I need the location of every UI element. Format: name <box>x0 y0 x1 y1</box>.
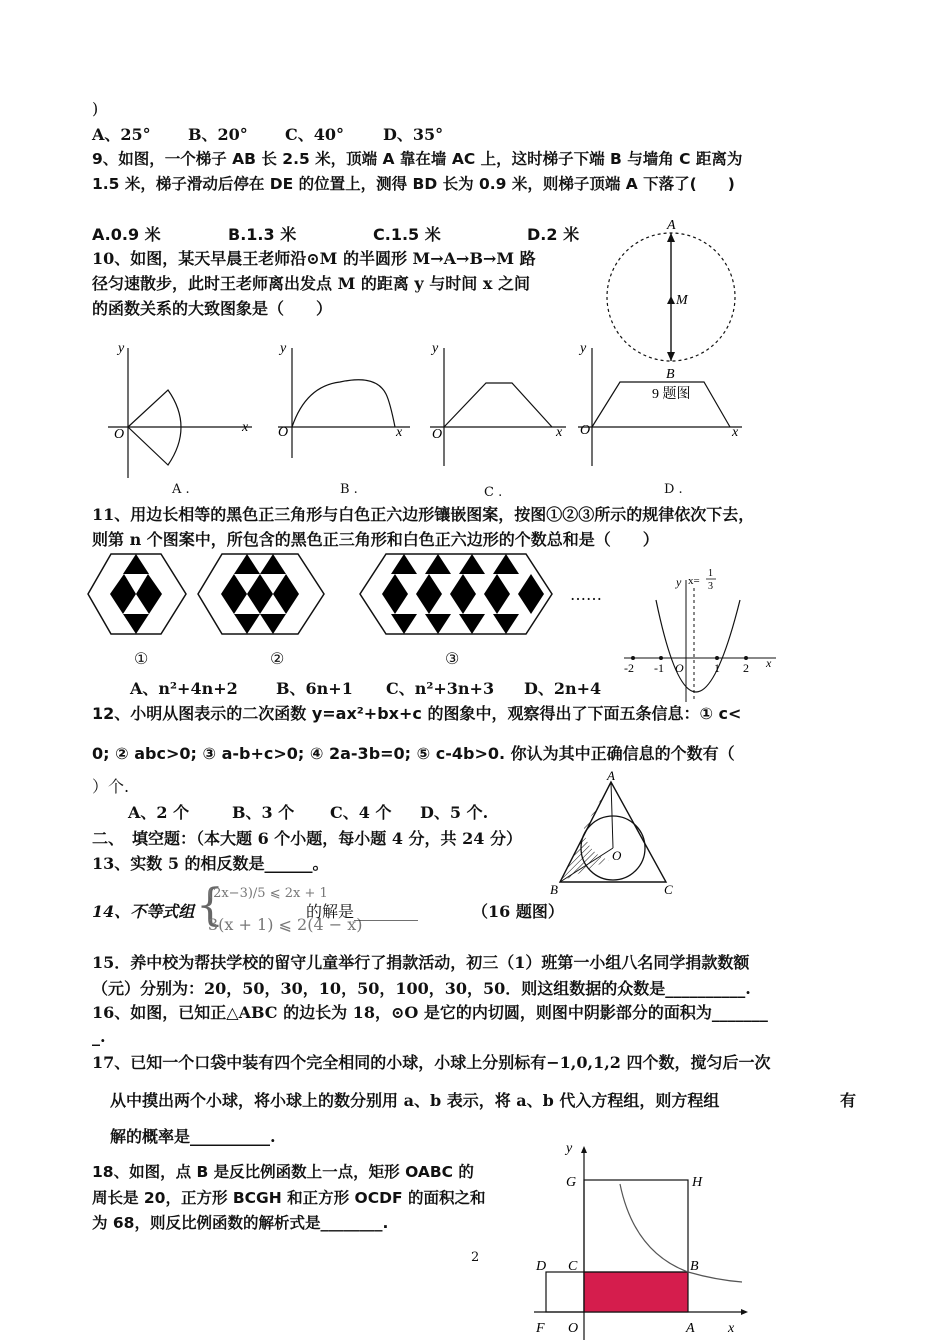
parabola-curve <box>656 600 740 692</box>
point-1 <box>715 656 719 660</box>
tick-neg1: -1 <box>654 661 664 675</box>
ellipsis-dots: …… <box>570 585 602 604</box>
q18-line1: 18、如图，点 B 是反比例函数上一点，矩形 OABC 的 <box>92 1163 474 1181</box>
rectangle-oabc <box>584 1272 688 1312</box>
q10-line3: 的函数关系的大致图象是（ ） <box>92 299 333 318</box>
figure-label-3: ③ <box>445 649 460 668</box>
black-triangle <box>234 554 260 574</box>
graph-a <box>100 338 260 488</box>
black-triangle <box>493 554 519 574</box>
black-triangle <box>382 574 408 594</box>
q16-line2: _. <box>92 1027 106 1046</box>
black-triangle <box>136 574 162 594</box>
arrow-head-middle <box>667 296 675 304</box>
q12-line3: ）个. <box>92 777 130 796</box>
q11-line1: 11、用边长相等的黑色正三角形与白色正六边形镶嵌图案，按图①②③所示的规律依次下去， <box>92 505 755 524</box>
figure-16-caption: （16 题图） <box>472 902 564 921</box>
black-triangle <box>450 594 476 614</box>
graph-c-caption: C . <box>484 485 503 500</box>
graph-c <box>424 338 574 488</box>
black-triangle <box>416 574 442 594</box>
q15-line2: （元）分别为：20，50，30，10，50，100，30，50．则这组数据的众数是__________. <box>92 979 751 998</box>
q14-prefix: 14、不等式组 <box>92 902 195 921</box>
black-triangle <box>221 574 247 594</box>
q9-option-a: A.0.9 米 <box>92 225 161 244</box>
black-triangle <box>391 554 417 574</box>
x-label: x <box>396 425 403 440</box>
label-f: F <box>536 1321 545 1336</box>
label-b: B <box>666 367 675 382</box>
q8-option-b: B、20° <box>188 125 248 144</box>
square-bcgh <box>584 1180 688 1272</box>
label-x: x <box>728 1321 735 1336</box>
origin-label: O <box>580 423 591 438</box>
black-triangle <box>247 594 273 614</box>
black-triangle <box>273 574 299 594</box>
q17-line3: 解的概率是__________. <box>110 1127 276 1146</box>
black-triangle <box>416 594 442 614</box>
q17-line2-tail: 有 <box>840 1091 857 1110</box>
black-triangle <box>123 614 149 634</box>
black-triangle <box>136 594 162 614</box>
q9-option-c: C.1.5 米 <box>373 225 441 244</box>
q16-line1: 16、如图，已知正△ABC 的边长为 18，⊙O 是它的内切圆，则图中阴影部分的面积为_______ <box>92 1003 768 1022</box>
black-triangle <box>382 594 408 614</box>
black-triangle <box>425 554 451 574</box>
point-neg2 <box>631 656 635 660</box>
arrow-head-top <box>667 233 675 242</box>
pattern-3 <box>360 554 552 634</box>
q8-option-a: A、25° <box>92 125 151 144</box>
q18-line3: 为 68，则反比例函数的解析式是________. <box>92 1214 389 1232</box>
q8-tail: ) <box>92 99 99 118</box>
black-triangle <box>123 554 149 574</box>
tick-neg2: -2 <box>624 661 634 675</box>
label-h: H <box>692 1175 703 1190</box>
tessellation-figures <box>86 552 606 642</box>
black-triangle <box>110 574 136 594</box>
black-triangle <box>247 574 273 594</box>
q12-option-a: A、2 个 <box>128 803 190 822</box>
black-triangle <box>459 614 485 634</box>
q11-line2: 则第 n 个图案中，所包含的黑色正三角形和白色正六边形的个数总和是（ ） <box>92 530 659 549</box>
q12-option-c: C、4 个 <box>330 803 392 822</box>
black-triangle <box>273 594 299 614</box>
label-a: A <box>686 1321 695 1336</box>
pattern-1 <box>88 554 186 634</box>
q17-line2: 从中摸出两个小球，将小球上的数分别用 a、b 表示，将 a、b 代入方程组，则方程组 <box>110 1091 720 1110</box>
inverse-function-figure <box>530 1140 760 1344</box>
label-d: D <box>536 1259 547 1274</box>
black-triangle <box>234 614 260 634</box>
y-label: y <box>118 341 125 356</box>
label-c: C <box>568 1259 578 1274</box>
q9-option-b: B.1.3 米 <box>228 225 297 244</box>
point-2 <box>744 656 748 660</box>
tick-1: 1 <box>714 661 720 675</box>
q12-line1: 12、小明从图表示的二次函数 y=ax²+bx+c 的图象中，观察得出了下面五条信息：① c< <box>92 704 742 723</box>
y-label: y <box>676 575 682 589</box>
symmetry-label: x= <box>688 575 700 587</box>
origin-label: O <box>432 427 443 442</box>
label-b: B <box>690 1259 699 1274</box>
graph-a-caption: A . <box>172 482 190 497</box>
y-label: y <box>432 341 439 356</box>
y-label: y <box>280 341 287 356</box>
black-triangle <box>484 594 510 614</box>
figure-label-1: ① <box>134 649 149 668</box>
graph-d <box>572 338 752 488</box>
label-y: y <box>566 1141 573 1156</box>
label-o: O <box>568 1321 579 1336</box>
black-triangle <box>425 614 451 634</box>
x-label: x <box>766 656 772 670</box>
black-triangle <box>260 614 286 634</box>
q11-option-b: B、6n+1 <box>276 679 353 698</box>
x-label: x <box>242 420 249 435</box>
hyperbola-curve <box>620 1184 742 1282</box>
pattern-2 <box>198 554 324 634</box>
black-triangle <box>459 554 485 574</box>
frac-denominator: 3 <box>708 581 713 592</box>
x-label: x <box>732 425 739 440</box>
graph-b <box>268 338 418 488</box>
origin-label: O <box>278 425 289 440</box>
q13: 13、实数 5 的相反数是______。 <box>92 854 329 873</box>
q8-option-d: D、35° <box>383 125 444 144</box>
black-triangle <box>221 594 247 614</box>
black-triangle <box>450 574 476 594</box>
label-c: C <box>664 882 673 897</box>
label-m: M <box>676 293 688 308</box>
tick-2: 2 <box>743 661 749 675</box>
q9-line2: 1.5 米，梯子滑动后停在 DE 的位置上，测得 BD 长为 0.9 米，则梯子顶端 A 下落了( ) <box>92 175 735 193</box>
label-o: O <box>612 848 622 863</box>
q18-line2: 周长是 20，正方形 BCGH 和正方形 OCDF 的面积之和 <box>92 1189 486 1207</box>
q9-option-d: D.2 米 <box>527 225 580 244</box>
black-triangle <box>260 554 286 574</box>
q8-option-c: C、40° <box>285 125 345 144</box>
q9-line1: 9、如图，一个梯子 AB 长 2.5 米，顶端 A 靠在墙 AC 上，这时梯子下端 B 与墙角 C 距离为 <box>92 150 743 168</box>
q17-line1: 17、已知一个口袋中装有四个完全相同的小球，小球上分别标有−1,0,1,2 四个数，搅匀后一次 <box>92 1053 771 1072</box>
q12-option-b: B、3 个 <box>232 803 295 822</box>
x-label: x <box>556 425 563 440</box>
black-triangle <box>484 574 510 594</box>
y-label: y <box>580 341 587 356</box>
square-ocdf <box>546 1272 584 1312</box>
black-triangle <box>110 594 136 614</box>
black-triangle <box>493 614 519 634</box>
q11-option-d: D、2n+4 <box>524 679 602 698</box>
label-g: G <box>566 1175 577 1190</box>
q14-suffix: 的解是________ <box>306 902 419 921</box>
section-2-heading: 二、 填空题：（本大题 6 个小题，每小题 4 分，共 24 分） <box>92 829 522 848</box>
graph-d-caption: D . <box>664 482 683 497</box>
arch-curve <box>292 380 395 427</box>
trapezoid-curve <box>592 382 730 427</box>
point-neg1 <box>659 656 663 660</box>
inequality-row-2: 3(x + 1) ⩽ 2(4 − x) <box>208 915 363 934</box>
circle-caption: 9 题图 <box>652 387 691 402</box>
tick-origin: O <box>675 661 684 675</box>
q12-line2: 0; ② abc>0; ③ a-b+c>0; ④ 2a-3b=0; ⑤ c-4b>0. 你认为其中正确信息的个数有（ <box>92 744 735 763</box>
trapezoid-curve <box>444 383 552 427</box>
parabola-figure <box>616 566 786 706</box>
label-a: A <box>607 770 615 783</box>
q10-line1: 10、如图，某天早晨王老师沿⊙M 的半圆形 M→A→B→M 路 <box>92 249 536 268</box>
black-triangle <box>391 614 417 634</box>
q11-option-c: C、n²+3n+3 <box>386 679 495 698</box>
q15-line1: 15．养中校为帮扶学校的留守儿童举行了捐款活动，初三（1）班第一小组八名同学捐款数额 <box>92 953 750 972</box>
q11-option-a: A、n²+4n+2 <box>130 679 238 698</box>
x-arrow <box>741 1309 748 1315</box>
inequality-row-1: (2x−3)/5 ⩽ 2x + 1 <box>208 886 328 901</box>
frac-numerator: 1 <box>708 568 713 579</box>
origin-label: O <box>114 427 125 442</box>
figure-label-2: ② <box>270 649 285 668</box>
label-a: A <box>667 218 676 233</box>
q12-option-d: D、5 个. <box>420 803 489 822</box>
label-b: B <box>550 882 558 897</box>
system-brace: { <box>196 880 224 931</box>
q10-line2: 径匀速散步，此时王老师离出发点 M 的距离 y 与时间 x 之间 <box>92 274 530 293</box>
segment-ao <box>611 782 613 848</box>
y-arrow <box>581 1146 587 1153</box>
triangle-incircle-figure <box>546 770 686 900</box>
page-number: 2 <box>471 1250 480 1265</box>
graph-b-caption: B . <box>340 482 358 497</box>
